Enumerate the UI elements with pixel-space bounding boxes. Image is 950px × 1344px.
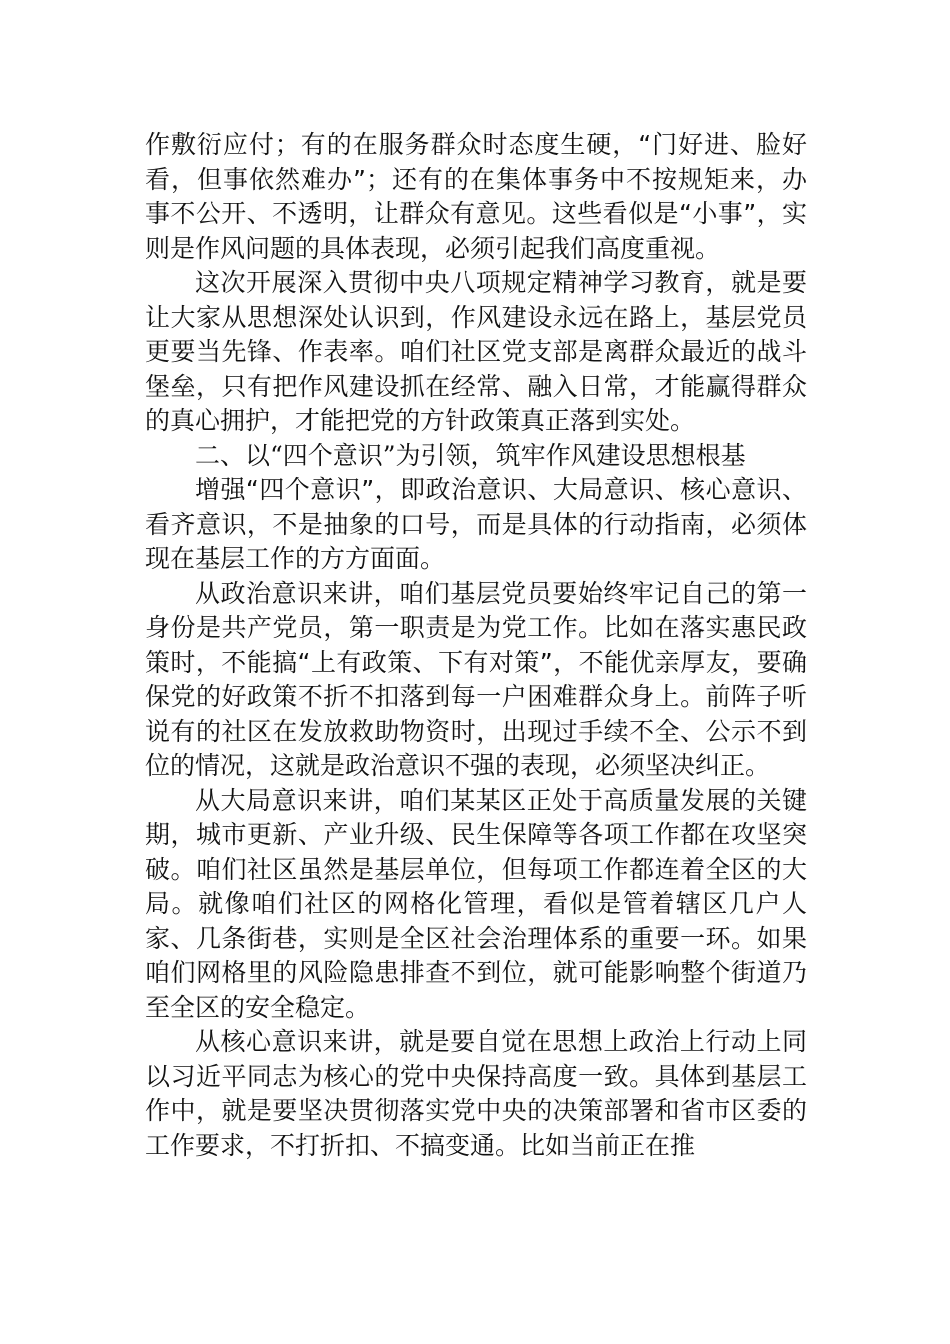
paragraph-overall-consciousness: 从大局意识来讲，咱们某某区正处于高质量发展的关键期，城市更新、产业升级、民生保障等各项工作都在攻坚突破。咱们社区虽然是基层单位，但每项工作都连着全区的大局。就像咱们社区的网格化管理，看似是管着辖区几户人家、几条街巷，实则是全区社会治理体系的重要一环。如果咱们网格里的风险隐患排查不到位，就可能影响整个街道乃至全区的安全稳定。 bbox=[145, 785, 807, 1022]
paragraph-continued: 作敷衍应付；有的在服务群众时态度生硬，“门好进、脸好看，但事依然难办”；还有的在集体事务中不按规矩来，办事不公开、不透明，让群众有意见。这些看似是“小事”，实则是作风问题的具体表现，必须引起我们高度重视。 bbox=[145, 130, 807, 263]
paragraph-political-consciousness: 从政治意识来讲，咱们基层党员要始终牢记自己的第一身份是共产党员，第一职责是为党工作。比如在落实惠民政策时，不能搞“上有政策、下有对策”，不能优亲厚友，要确保党的好政策不折不扣落到每一户困难群众身上。前阵子听说有的社区在发放救助物资时，出现过手续不全、公示不到位的情况，这就是政治意识不强的表现，必须坚决纠正。 bbox=[145, 578, 807, 780]
paragraph-style-importance: 这次开展深入贯彻中央八项规定精神学习教育，就是要让大家从思想深处认识到，作风建设永远在路上，基层党员更要当先锋、作表率。咱们社区党支部是离群众最近的战斗堡垒，只有把作风建设抓在经常、融入日常，才能赢得群众的真心拥护，才能把党的方针政策真正落到实处。 bbox=[145, 268, 807, 435]
paragraph-four-consciousness: 增强“四个意识”，即政治意识、大局意识、核心意识、看齐意识，不是抽象的口号，而是具体的行动指南，必须体现在基层工作的方方面面。 bbox=[145, 475, 807, 573]
document-page bbox=[145, 128, 807, 1163]
section-heading-two: 二、以“四个意识”为引领，筑牢作风建设思想根基 bbox=[195, 440, 746, 470]
paragraph-core-consciousness: 从核心意识来讲，就是要自觉在思想上政治上行动上同以习近平同志为核心的党中央保持高度一致。具体到基层工作中，就是要坚决贯彻落实党中央的决策部署和省市区委的工作要求，不打折扣、不搞变通。比如当前正在推 bbox=[145, 1027, 807, 1160]
